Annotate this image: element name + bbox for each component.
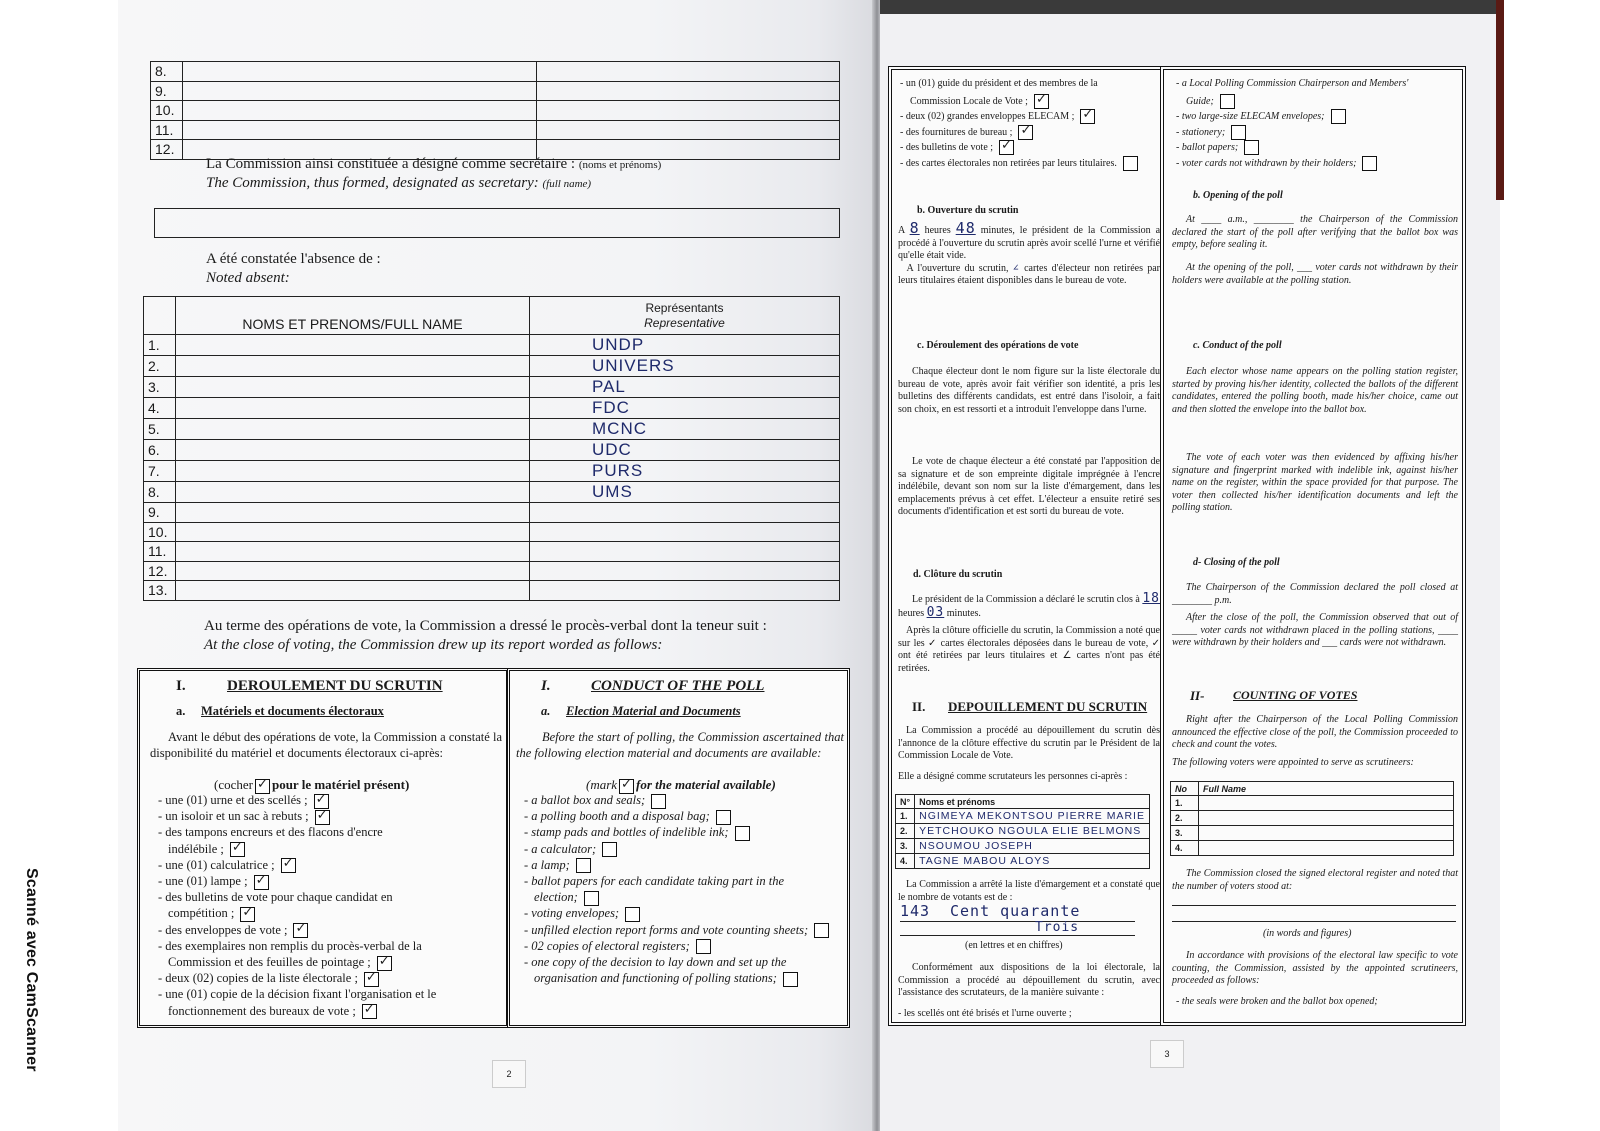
checkbox[interactable]: [1331, 109, 1346, 124]
checklist-item-label: organisation and functioning of polling stations;: [534, 971, 777, 986]
checkbox[interactable]: [1231, 125, 1246, 140]
row-number: 3.: [144, 377, 176, 398]
checklist-item: [524, 874, 784, 889]
checklist-item: [524, 825, 750, 841]
representative-cell[interactable]: UNIVERS: [530, 356, 840, 377]
opening-p1-en: At ____ a.m., ________ the Chairperson of the Commission declared the start of the poll after verifying that the ballot box was empty, before sealing it.: [1172, 214, 1458, 250]
row-number: 7.: [144, 461, 176, 482]
closing-title-en: d- Closing of the poll: [1193, 557, 1280, 568]
row-number: 3.: [1171, 826, 1199, 841]
checklist-item-label: - des cartes électorales non retirées par leurs titulaires.: [900, 157, 1117, 169]
absent-table-row: [144, 356, 840, 377]
section-en-sub-title: Election Material and Documents: [566, 704, 741, 718]
row-number: 8.: [151, 62, 183, 82]
scrutineers-table-fr: N° Noms et prénoms 1. NGIMEYA MEKONTSOU PIERRE MARIE 2. YETCHOUKO NGOULA ELIE BELMONS 3. NSOUMOU JOSEPH 4. TAGNE MABOU ALOYS: [895, 794, 1150, 869]
absent-name-cell[interactable]: [176, 419, 530, 440]
counting-p2-fr: Elle a désigné comme scrutateurs les personnes ci-après :: [898, 771, 1128, 782]
checkbox[interactable]: [377, 956, 392, 971]
checkbox[interactable]: [254, 875, 269, 890]
voters-line-2: [900, 935, 1135, 936]
checklist-item-label: - un (01) guide du président et des membres de la: [900, 78, 1098, 89]
section-fr-sub-title: Matériels et documents électoraux: [201, 704, 384, 718]
closing-title-fr: d. Clôture du scrutin: [913, 569, 1003, 580]
checklist-item-cont: [1186, 94, 1235, 109]
checkbox[interactable]: [625, 907, 640, 922]
absent-name-cell[interactable]: [176, 581, 530, 601]
absent-table-row: [144, 440, 840, 461]
row-number: 2.: [896, 824, 915, 839]
checklist-item: [1176, 140, 1259, 155]
voters-note-fr: (en lettres et en chiffres): [965, 940, 1063, 951]
opening-hours[interactable]: 8: [909, 219, 920, 237]
checkbox[interactable]: [315, 810, 330, 825]
last-item-fr: - les scellés ont été brisés et l'urne ouverte ;: [898, 1008, 1072, 1019]
representative-cell[interactable]: UDC: [530, 440, 840, 461]
checklist-item-label: - des bulletins de vote pour chaque candidat en: [158, 890, 393, 905]
conduct-p1-en: Each elector whose name appears on the polling station register, started by proving his/her identity, collected the ballots of the different candidates, entered the polling booth, made his/her choice, came out and then slotted the envelope into the ballot box.: [1172, 366, 1458, 415]
row-number: 4.: [896, 854, 915, 869]
checkbox[interactable]: [314, 794, 329, 809]
scrutineer-name-cell[interactable]: [1199, 841, 1454, 856]
scrutineer-row: [896, 824, 1150, 839]
checklist-item-label: - une (01) lampe ;: [158, 874, 248, 888]
absent-table-row: [144, 542, 840, 562]
checklist-item-label: - unfilled election report forms and vote counting sheets;: [524, 922, 809, 937]
checklist-item-label: election;: [534, 890, 578, 905]
checklist-item-label: - one copy of the decision to lay down and set up the: [524, 955, 787, 969]
row-number: 5.: [144, 419, 176, 440]
absent-name-cell[interactable]: [176, 377, 530, 398]
checkbox[interactable]: [1244, 140, 1259, 155]
checklist-item: [524, 955, 786, 970]
member-name-cell[interactable]: [183, 120, 537, 140]
opening-title-en: b. Opening of the poll: [1193, 190, 1283, 201]
checklist-item-label: - une (01) urne et des scellés ;: [158, 793, 308, 807]
checkbox[interactable]: [716, 810, 731, 825]
checklist-item-label: - une (01) copie de la décision fixant l'organisation et le: [158, 987, 437, 1002]
voters-figure[interactable]: 143: [900, 902, 931, 920]
desk-background: [1500, 0, 1600, 1131]
checklist-item-label: - voting envelopes;: [524, 906, 620, 921]
checklist-item-label: - des exemplaires non remplis du procès-verbal de la: [158, 938, 422, 953]
checklist-item-cont: [168, 842, 245, 858]
checklist-item: [900, 140, 1014, 155]
page-number-right: 3: [1150, 1040, 1184, 1068]
absent-name-cell[interactable]: [176, 461, 530, 482]
checkbox[interactable]: [602, 842, 617, 857]
checklist-item: [158, 971, 379, 987]
checklist-item: [158, 987, 436, 1002]
checklist-item: [158, 890, 393, 905]
representative-cell[interactable]: FDC: [530, 398, 840, 419]
checklist-item: [900, 125, 1033, 140]
opening-cards[interactable]: ∠: [1012, 262, 1020, 274]
checkbox[interactable]: [1034, 94, 1049, 109]
closing-p2-en: After the close of the poll, the Commission observed that out of _____ voter cards not withdrawn placed in the polling stations, ____ were withdrawn by their holders and ___ cards were not withdrawn.: [1172, 612, 1458, 648]
scrutineer-row: [1171, 811, 1454, 826]
representative-cell[interactable]: UMS: [530, 482, 840, 503]
scrutineer-row: [896, 839, 1150, 854]
section-fr-sub-letter: a.: [176, 704, 186, 718]
checklist-item-label: fonctionnement des bureaux de vote ;: [168, 1003, 356, 1018]
row-number: 8.: [144, 482, 176, 503]
absent-table-row: [144, 335, 840, 356]
checklist-item-label: - des bulletins de vote ;: [900, 141, 994, 153]
row-number: 4.: [1171, 841, 1199, 856]
checklist-item-label: - deux (02) copies de la liste électorale ;: [158, 971, 358, 986]
checkbox[interactable]: [576, 858, 591, 873]
checklist-item: [158, 939, 422, 954]
absent-table-row: [144, 503, 840, 523]
representative-cell[interactable]: PAL: [530, 377, 840, 398]
representative-cell[interactable]: PURS: [530, 461, 840, 482]
checkbox[interactable]: [1080, 109, 1095, 124]
checklist-item: [158, 809, 330, 825]
checklist-item: [158, 874, 269, 890]
scrutineer-row: [896, 809, 1150, 824]
scrutineer-row: [1171, 826, 1454, 841]
page-number-left: 2: [492, 1060, 526, 1088]
checklist-item-label: - des tampons encreurs et des flacons d'encre: [158, 825, 383, 840]
absent-table-row: [144, 377, 840, 398]
scrutineer-name-cell[interactable]: NGIMEYA MEKONTSOU PIERRE MARIE: [915, 809, 1150, 824]
checkbox[interactable]: [1123, 156, 1138, 171]
checklist-item-label: - two large-size ELECAM envelopes;: [1176, 110, 1325, 122]
voters-line-1: [900, 921, 1135, 922]
opening-title-fr: b. Ouverture du scrutin: [917, 205, 1019, 216]
checklist-item: [1176, 125, 1246, 140]
checklist-item: [900, 156, 1138, 171]
absent-name-cell[interactable]: [176, 440, 530, 461]
row-number: 1.: [896, 809, 915, 824]
absent-name-cell[interactable]: [176, 356, 530, 377]
checklist-item-cont: [910, 94, 1049, 109]
checklist-item-cont: [534, 971, 798, 987]
checklist-item-cont: [168, 955, 392, 971]
checklist-item-label: indélébile ;: [168, 841, 224, 856]
absent-table-row: [144, 561, 840, 581]
absent-table-row: [144, 581, 840, 601]
scrutineer-row: [1171, 841, 1454, 856]
checkbox[interactable]: [364, 972, 379, 987]
scrutineer-name-cell[interactable]: [1199, 826, 1454, 841]
section-en-num: I.: [541, 678, 551, 694]
absent-label-en: Noted absent:: [206, 270, 290, 286]
checkbox[interactable]: [281, 858, 296, 873]
row-number: 3.: [896, 839, 915, 854]
representative-cell[interactable]: [530, 581, 840, 601]
members-table-row: [151, 120, 840, 140]
checklist-item-label: - ballot papers for each candidate taking part in the: [524, 874, 785, 888]
checkbox[interactable]: [696, 939, 711, 954]
members-table-row: [151, 81, 840, 101]
secretary-label-en: The Commission, thus formed, designated as secretary: (full name): [206, 175, 592, 191]
counting-p2-en: The following voters were appointed to serve as scrutineers:: [1172, 757, 1414, 768]
checklist-item: [1176, 109, 1346, 124]
scrutineer-name-cell[interactable]: [1199, 811, 1454, 826]
checklist-item: [524, 858, 591, 874]
checkbox[interactable]: [1362, 156, 1377, 171]
absent-name-cell[interactable]: [176, 335, 530, 356]
checklist-item: [524, 809, 731, 825]
checklist-item-label: - a calculator;: [524, 841, 597, 856]
legend-checkbox-icon: [255, 779, 270, 794]
closing-hours[interactable]: 18: [1142, 591, 1160, 606]
absent-table-row: [144, 419, 840, 440]
checklist-item: [1176, 156, 1377, 171]
counting-p1-fr: La Commission a procédé au dépouillement du scrutin dès l'annonce de la clôture effective du scrutin par le Président de la Commission Locale de Vote.: [898, 725, 1160, 761]
checklist-item: [524, 793, 666, 809]
checklist-item-label: - deux (02) grandes enveloppes ELECAM ;: [900, 110, 1075, 122]
checklist-item-label: - a ballot box and seals;: [524, 793, 646, 807]
member-role-cell[interactable]: [537, 120, 840, 140]
checklist-item: [158, 858, 296, 874]
voters-line-en-2: [1172, 921, 1456, 922]
row-number: 2.: [1171, 811, 1199, 826]
desk-edge: [1496, 0, 1504, 200]
checkbox[interactable]: [1018, 125, 1033, 140]
row-number: 13.: [144, 581, 176, 601]
closing-p1-en: The Chairperson of the Commission declared the poll closed at ________ p.m.: [1172, 582, 1458, 606]
section-en-legend: (mark ✓ for the material available): [586, 777, 776, 794]
checklist-item-cont: [168, 906, 255, 922]
checklist-item-label: - a lamp;: [524, 857, 570, 872]
checklist-item-label: - stationery;: [1176, 126, 1226, 138]
checklist-item: [158, 923, 308, 939]
checklist-item-label: - ballot papers;: [1176, 141, 1239, 153]
voters-words-line2[interactable]: Trois: [1035, 920, 1080, 935]
member-role-cell[interactable]: [537, 101, 840, 121]
checklist-item-label: - 02 copies of electoral registers;: [524, 938, 690, 953]
checkbox[interactable]: [814, 923, 829, 938]
checkbox[interactable]: [783, 972, 798, 987]
absent-name-cell[interactable]: [176, 503, 530, 523]
scrutineers-table-en: No Full Name 1. 2. 3. 4.: [1170, 781, 1454, 856]
closing-minutes[interactable]: 03: [926, 604, 945, 620]
absent-table-row: [144, 398, 840, 419]
row-number: 1.: [144, 335, 176, 356]
section-en-intro: Before the start of polling, the Commission ascertained that the following election material and documents are available:: [516, 730, 844, 760]
checklist-item-label: - a polling booth and a disposal bag;: [524, 809, 710, 824]
absent-name-cell[interactable]: [176, 561, 530, 581]
absent-label-fr: A été constatée l'absence de :: [206, 251, 381, 267]
row-number: 9.: [144, 503, 176, 523]
member-role-cell[interactable]: [537, 62, 840, 82]
row-number: 6.: [144, 440, 176, 461]
checkbox[interactable]: [1220, 94, 1235, 109]
checkbox[interactable]: [230, 842, 245, 857]
absent-name-cell[interactable]: [176, 542, 530, 562]
checkbox[interactable]: [362, 1004, 377, 1019]
representative-cell[interactable]: [530, 542, 840, 562]
checkbox[interactable]: [735, 826, 750, 841]
checklist-item-label: - une (01) calculatrice ;: [158, 857, 275, 872]
row-number: 12.: [144, 561, 176, 581]
scrutineer-row: [896, 854, 1150, 869]
counting-num-fr: II.: [912, 699, 926, 714]
opening-p2-en: At the opening of the poll, ___ voter cards not withdrawn by their holders were available at the polling station.: [1172, 262, 1458, 286]
absent-table-row: [144, 522, 840, 542]
section-fr-title: DEROULEMENT DU SCRUTIN: [227, 678, 443, 694]
checklist-item-label: - des fournitures de bureau ;: [900, 126, 1013, 138]
checkbox[interactable]: [651, 794, 666, 809]
secretary-label-fr: La Commission ainsi constituée a désigné comme secrétaire : (noms et prénoms): [206, 156, 662, 172]
camscanner-watermark: Scanné avec CamScanner: [23, 868, 40, 1072]
member-name-cell[interactable]: [183, 81, 537, 101]
checklist-item: [900, 78, 1098, 89]
checklist-item-label: - stamp pads and bottles of indelible ink;: [524, 825, 729, 840]
absent-table-row: [144, 482, 840, 503]
absent-table: [143, 296, 840, 601]
members-table-row: [151, 62, 840, 82]
voters-words-line1[interactable]: Cent quarante: [950, 902, 1081, 920]
checklist-item-cont: [534, 890, 599, 906]
counting-p1-en: Right after the Chairperson of the Local Polling Commission announced the effective close of the poll, the Commission proceeded to check and count the votes.: [1172, 714, 1458, 750]
representative-cell[interactable]: UNDP: [530, 335, 840, 356]
representative-cell[interactable]: [530, 561, 840, 581]
member-name-cell[interactable]: [183, 101, 537, 121]
checklist-item-label: - des enveloppes de vote ;: [158, 922, 288, 937]
checklist-item: [1176, 78, 1408, 89]
checklist-item-label: Commission Locale de Vote ;: [910, 95, 1028, 107]
counting-title-fr: DEPOUILLEMENT DU SCRUTIN: [948, 699, 1148, 714]
section-fr-intro: Avant le début des opérations de vote, la Commission a constaté la disponibilité du matériel et documents électoraux ci-après:: [150, 730, 502, 760]
checklist-item-label: compétition ;: [168, 906, 235, 921]
row-number: 11.: [151, 120, 183, 140]
checklist-item: [524, 906, 640, 922]
representative-cell[interactable]: [530, 522, 840, 542]
absent-table-row: [144, 461, 840, 482]
counting-num-en: II-: [1190, 688, 1205, 703]
checklist-item-label: - voter cards not withdrawn by their holders;: [1176, 157, 1357, 169]
row-number: 10.: [151, 101, 183, 121]
member-role-cell[interactable]: [537, 81, 840, 101]
checklist-item-label: Guide;: [1186, 95, 1214, 107]
checklist-item: [524, 842, 617, 858]
absent-name-cell[interactable]: [176, 398, 530, 419]
representative-cell[interactable]: MCNC: [530, 419, 840, 440]
closing-cards-fr: Après la clôture officielle du scrutin, la Commission a noté que sur les ✓ cartes électorales déposées dans le bureau de vote, ✓ ont été retirées par leurs titulaires et ∠ cartes n'ont pas été retirées.: [898, 625, 1160, 674]
scrutineer-row: [1171, 796, 1454, 811]
conduct-title-fr: c. Déroulement des opérations de vote: [917, 340, 1079, 351]
checklist-item-label: - a Local Polling Commission Chairperson and Members': [1176, 78, 1409, 89]
checklist-item-cont: [168, 1004, 377, 1020]
row-number: 12.: [151, 140, 183, 160]
members-table: [150, 61, 840, 160]
row-number: 11.: [144, 542, 176, 562]
representative-cell[interactable]: [530, 503, 840, 523]
absent-col-name: NOMS ET PRENOMS/FULL NAME: [176, 297, 530, 335]
legend-checkbox-icon: [619, 779, 634, 794]
row-number: 9.: [151, 81, 183, 101]
members-table-row: [151, 101, 840, 121]
conform-text-fr: Conformément aux dispositions de la loi électorale, la Commission a procédé au dépouillement du scrutin, avec l'assistance des scrutateurs, de la manière suivante :: [898, 962, 1160, 998]
section-fr-legend: (cocher ✓ pour le matériel présent): [214, 777, 409, 794]
counting-title-en: COUNTING OF VOTES: [1233, 688, 1358, 702]
last-item-en: - the seals were broken and the ballot box opened;: [1176, 996, 1378, 1007]
checkbox[interactable]: [293, 923, 308, 938]
checklist-item: [158, 793, 329, 809]
opening-minutes[interactable]: 48: [955, 219, 976, 237]
section-en-title: CONDUCT OF THE POLL: [591, 678, 765, 694]
secretary-field[interactable]: [154, 208, 840, 238]
checklist-item: [524, 923, 829, 939]
conduct-title-en: c. Conduct of the poll: [1193, 340, 1282, 351]
row-number: 2.: [144, 356, 176, 377]
voters-text-fr: La Commission a arrêté la liste d'émargement et a constaté que le nombre de votants est de :: [898, 879, 1160, 903]
row-number: 1.: [1171, 796, 1199, 811]
checkbox[interactable]: [240, 907, 255, 922]
checklist-item: [524, 939, 711, 955]
opening-text-fr: A 8 heures 48 minutes, le président de la Commission a procédé à l'ouverture du scrutin après avoir scellé l'urne et vérifié qu'elle était vide. A l'ouverture du scrutin, ∠ cartes d'électeur non retirées par leurs titulaires étaient disponibles dans le bureau de vote.: [898, 219, 1161, 286]
section-en-sub-letter: a.: [541, 704, 551, 718]
conform-text-en: In accordance with provisions of the electoral law specific to vote counting, the Commission, assisted by the appointed scrutineers, proceeded as follows:: [1172, 950, 1458, 986]
closing-text-fr: Le président de la Commission a déclaré le scrutin clos à 18 heures 03 minutes.: [898, 591, 1160, 620]
member-name-cell[interactable]: [183, 62, 537, 82]
report-intro-fr: Au terme des opérations de vote, la Commission a dressé le procès-verbal dont la teneur suit :: [204, 618, 767, 634]
checklist-item: [900, 109, 1095, 124]
right-page-top-shadow: [880, 0, 1500, 14]
checklist-item: [158, 825, 383, 840]
conduct-p2-fr: Le vote de chaque électeur a été constaté par l'apposition de sa signature et de son empreinte digitale imprégnée à l'encre indélébile, devant son nom sur la liste d'émargement, dans les emplacements prévus à cet effet. L'électeur a ensuite retiré ses documents d'identification et est sorti du bureau de vote.: [898, 456, 1160, 517]
voters-note-en: (in words and figures): [1263, 928, 1352, 939]
scrutineer-name-cell[interactable]: [1199, 796, 1454, 811]
absent-col-rep: Représentants Representative: [530, 297, 840, 335]
row-number: 4.: [144, 398, 176, 419]
conduct-p1-fr: Chaque électeur dont le nom figure sur la liste électorale du bureau de vote, après avoir fait vérifier son identité, a pris les bulletins des différents candidats, est entré dans l'isoloir, a fait son choix, en est ressorti et a introduit l'enveloppe dans l'urne.: [898, 366, 1160, 415]
checkbox[interactable]: [999, 140, 1014, 155]
scrutineer-name-cell[interactable]: YETCHOUKO NGOULA ELIE BELMONS: [915, 824, 1150, 839]
absent-name-cell[interactable]: [176, 482, 530, 503]
checklist-item-label: Commission et des feuilles de pointage ;: [168, 955, 371, 969]
absent-col-num: [144, 297, 176, 335]
report-intro-en: At the close of voting, the Commission drew up its report worded as follows:: [204, 637, 663, 653]
checkbox[interactable]: [584, 891, 599, 906]
row-number: 10.: [144, 522, 176, 542]
absent-name-cell[interactable]: [176, 522, 530, 542]
conduct-p2-en: The vote of each voter was then evidenced by affixing his/her signature and fingerprint marked with indelible ink, against his/her name on the register, within the space provided for that purpose. The voter then collected his/her identification documents and left the polling station.: [1172, 452, 1458, 513]
checklist-item-label: - un isoloir et un sac à rebuts ;: [158, 809, 309, 824]
scrutineer-name-cell[interactable]: TAGNE MABOU ALOYS: [915, 854, 1150, 869]
voters-text-en: The Commission closed the signed electoral register and noted that the number of voters stood at:: [1172, 868, 1458, 892]
section-fr-num: I.: [176, 678, 186, 694]
voters-line-en-1: [1172, 905, 1456, 906]
scrutineer-name-cell[interactable]: NSOUMOU JOSEPH: [915, 839, 1150, 854]
